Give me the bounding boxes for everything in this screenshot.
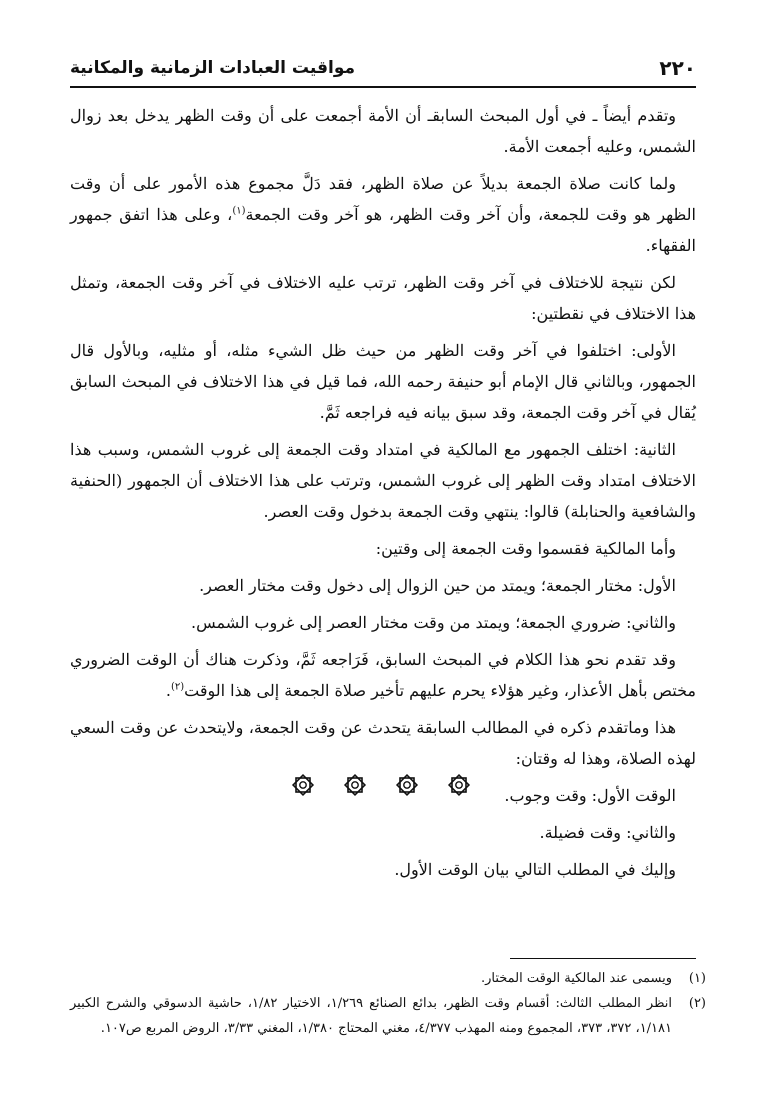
paragraph: الوقت الأول: وقت وجوب.	[504, 786, 676, 805]
paragraph: وقد تقدم نحو هذا الكلام في المبحث السابق، فَرَاجعه ثَمَّ، وذكرت هناك أن الوقت الضروري مختص بأهل الأعذار، وغير هؤلاء يحرم عليهم تأخير صلاة الجمعة إلى هذا الوقت$^{(٢)}$.	[70, 650, 696, 700]
section-end-ornaments	[0, 772, 762, 806]
footnote-ref: (١)	[232, 205, 246, 217]
paragraph: والثاني: وقت فضيلة.	[539, 823, 676, 842]
ornament-icon	[342, 772, 368, 798]
paragraph: هذا وماتقدم ذكره في المطالب السابقة يتحدث عن وقت الجمعة، ولايتحدث عن وقت السعي لهذه الصلاة، وهذا له وقتان:	[70, 718, 696, 768]
paragraph: الأولى: اختلفوا في آخر وقت الظهر من حيث ظل الشيء مثله، أو مثليه، وبالأول قال الجمهور، وبالثاني قال الإمام أبو حنيفة رحمه الله، فما قيل في هذا الاختلاف في المبحث السابق يُقال في آخر وقت الجمعة، وقد سبق بيانه فيه فراجعه ثَمَّ.	[70, 341, 696, 422]
footnote-text: ويسمى عند المالكية الوقت المختار.	[480, 971, 672, 986]
footnotes	[70, 966, 706, 1041]
paragraph: ولما كانت صلاة الجمعة بديلاً عن صلاة الظهر، فقد دَلَّ مجموع هذه الأمور على أن وقت الظهر هو وقت للجمعة، وأن آخر وقت الظهر، هو آخر وقت الجمعة$^{(١)}$، وعلى هذا اتفق جمهور الفقهاء.	[70, 174, 696, 255]
footnote	[70, 966, 706, 991]
page-number: ٢٢٠	[659, 56, 696, 80]
paragraph: وأما المالكية فقسموا وقت الجمعة إلى وقتين:	[375, 539, 676, 558]
footnote-text: انظر المطلب الثالث: أقسام وقت الظهر، بدائع الصنائع ١/٢٦٩، الاختيار ١/٨٢، حاشية الدسوقي والشرح الكبير ١/١٨١، ٣٧٢، ٣٧٣، المجموع ومنه المهذب ٤/٣٧٧، مغني المحتاج ١/٣٨٠، المغني ٣/٣٣، الروض المربع ص١٠٧.	[70, 996, 672, 1036]
footnote-number: (١)	[688, 971, 706, 986]
ornament-icon	[446, 772, 472, 798]
paragraph: الثانية: اختلف الجمهور مع المالكية في امتداد وقت الجمعة إلى غروب الشمس، وسبب هذا الاختلاف امتداد وقت الظهر إلى غروب الشمس، وترتب على هذا الاختلاف أن الجمهور (الحنفية والشافعية والحنابلة) قالوا: ينتهي وقت الجمعة بدخول وقت العصر.	[70, 440, 696, 521]
footnote-ref: (٢)	[170, 681, 185, 693]
footnote-number: (٢)	[688, 996, 706, 1011]
paragraph: وتقدم أيضاً ـ في أول المبحث السابقـ أن الأمة أجمعت على أن وقت الظهر يدخل بعد زوال الشمس، وعليه أجمعت الأمة.	[70, 106, 696, 156]
footnote-divider	[510, 958, 696, 959]
ornament-icon	[290, 772, 316, 798]
ornament-icon	[394, 772, 420, 798]
running-title: مواقيت العبادات الزمانية والمكانية	[70, 58, 355, 78]
paragraph: والثاني: ضروري الجمعة؛ ويمتد من وقت مختار العصر إلى غروب الشمس.	[191, 613, 676, 632]
paragraph: الأول: مختار الجمعة؛ ويمتد من حين الزوال إلى دخول وقت مختار العصر.	[199, 576, 676, 595]
paragraph: لكن نتيجة للاختلاف في آخر وقت الظهر، ترتب عليه الاختلاف في آخر وقت الجمعة، وتمثل هذا الاختلاف في نقطتين:	[70, 273, 696, 323]
footnote	[70, 991, 706, 1041]
paragraph: وإليك في المطلب التالي بيان الوقت الأول.	[394, 860, 676, 879]
running-header	[70, 56, 696, 88]
